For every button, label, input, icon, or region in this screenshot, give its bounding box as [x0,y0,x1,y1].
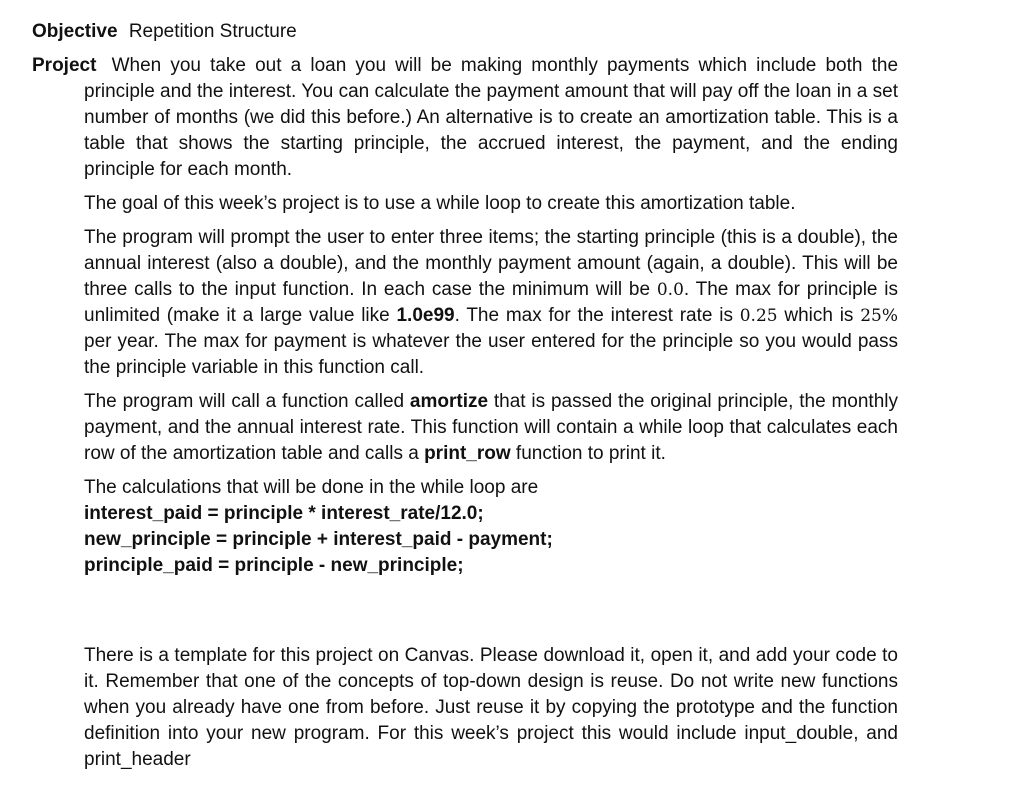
prompt-max-principle: 1.0e99 [396,305,455,326]
prompt-percent: 25% [860,306,898,326]
calc-intro: The calculations that will be done in the while loop are [84,477,539,498]
amortize-function-name: amortize [409,391,489,412]
amortize-text-1: The program will call a function called [84,391,410,412]
prompt-text-5: per year. The max for payment is whatever the user entered for the principle so you would pass the principle variable in this function call. [84,331,898,378]
amortize-text-3: function to print it. [510,443,666,464]
objective-line [32,19,898,45]
code-line-principle-paid: principle_paid = principle - new_principle; [84,555,464,576]
prompt-text-3: . The max for the interest rate is [454,305,740,326]
objective-label: Objective [32,21,118,42]
prompt-text-2: . The max for principle is unlimited (make it a large value like [84,279,898,326]
document-body [32,19,898,773]
amortize-text-2: that is passed the original principle, the monthly payment, and the annual interest rate. This function will contain a while loop that calculates each row of the amortization table and calls a [84,391,898,464]
project-intro-paragraph [32,53,898,183]
prompt-paragraph [84,225,898,381]
project-label: Project [32,55,97,76]
amortize-paragraph [84,389,898,467]
code-line-interest: interest_paid = principle * interest_rate/12.0; [84,503,484,524]
objective-text: Repetition Structure [128,21,297,42]
prompt-text-1: The program will prompt the user to enter three items; the starting principle (this is a double), the annual interest (also a double), and the monthly payment amount (again, a double). This will be three calls to the input function. In each case the minimum will be [84,227,898,300]
print-row-function-name: print_row [424,443,511,464]
prompt-text-4: which is [777,305,861,326]
code-line-new-principle: new_principle = principle + interest_paid - payment; [84,529,553,550]
goal-paragraph: The goal of this week’s project is to use a while loop to create this amortization table. [84,193,796,214]
prompt-min-value: 0.0 [656,280,684,300]
prompt-max-rate: 0.25 [739,306,778,326]
code-block [84,501,898,579]
spacer [32,579,898,635]
project-intro-text: When you take out a loan you will be making monthly payments which include both the principle and the interest. You can calculate the payment amount that will pay off the loan in a set number of months (we did this before.) An alternative is to create an amortization table. This is a table that shows the starting principle, the accrued interest, the payment, and the ending principle for each month. [84,55,899,180]
template-paragraph: There is a template for this project on Canvas. Please download it, open it, and add your code to it. Remember that one of the concepts of top-down design is reuse. Do not write new functions when you already have one from before. Just reuse it by copying the prototype and the function definition into your new program. For this week’s project this would include input_double, and print_header [84,645,898,770]
